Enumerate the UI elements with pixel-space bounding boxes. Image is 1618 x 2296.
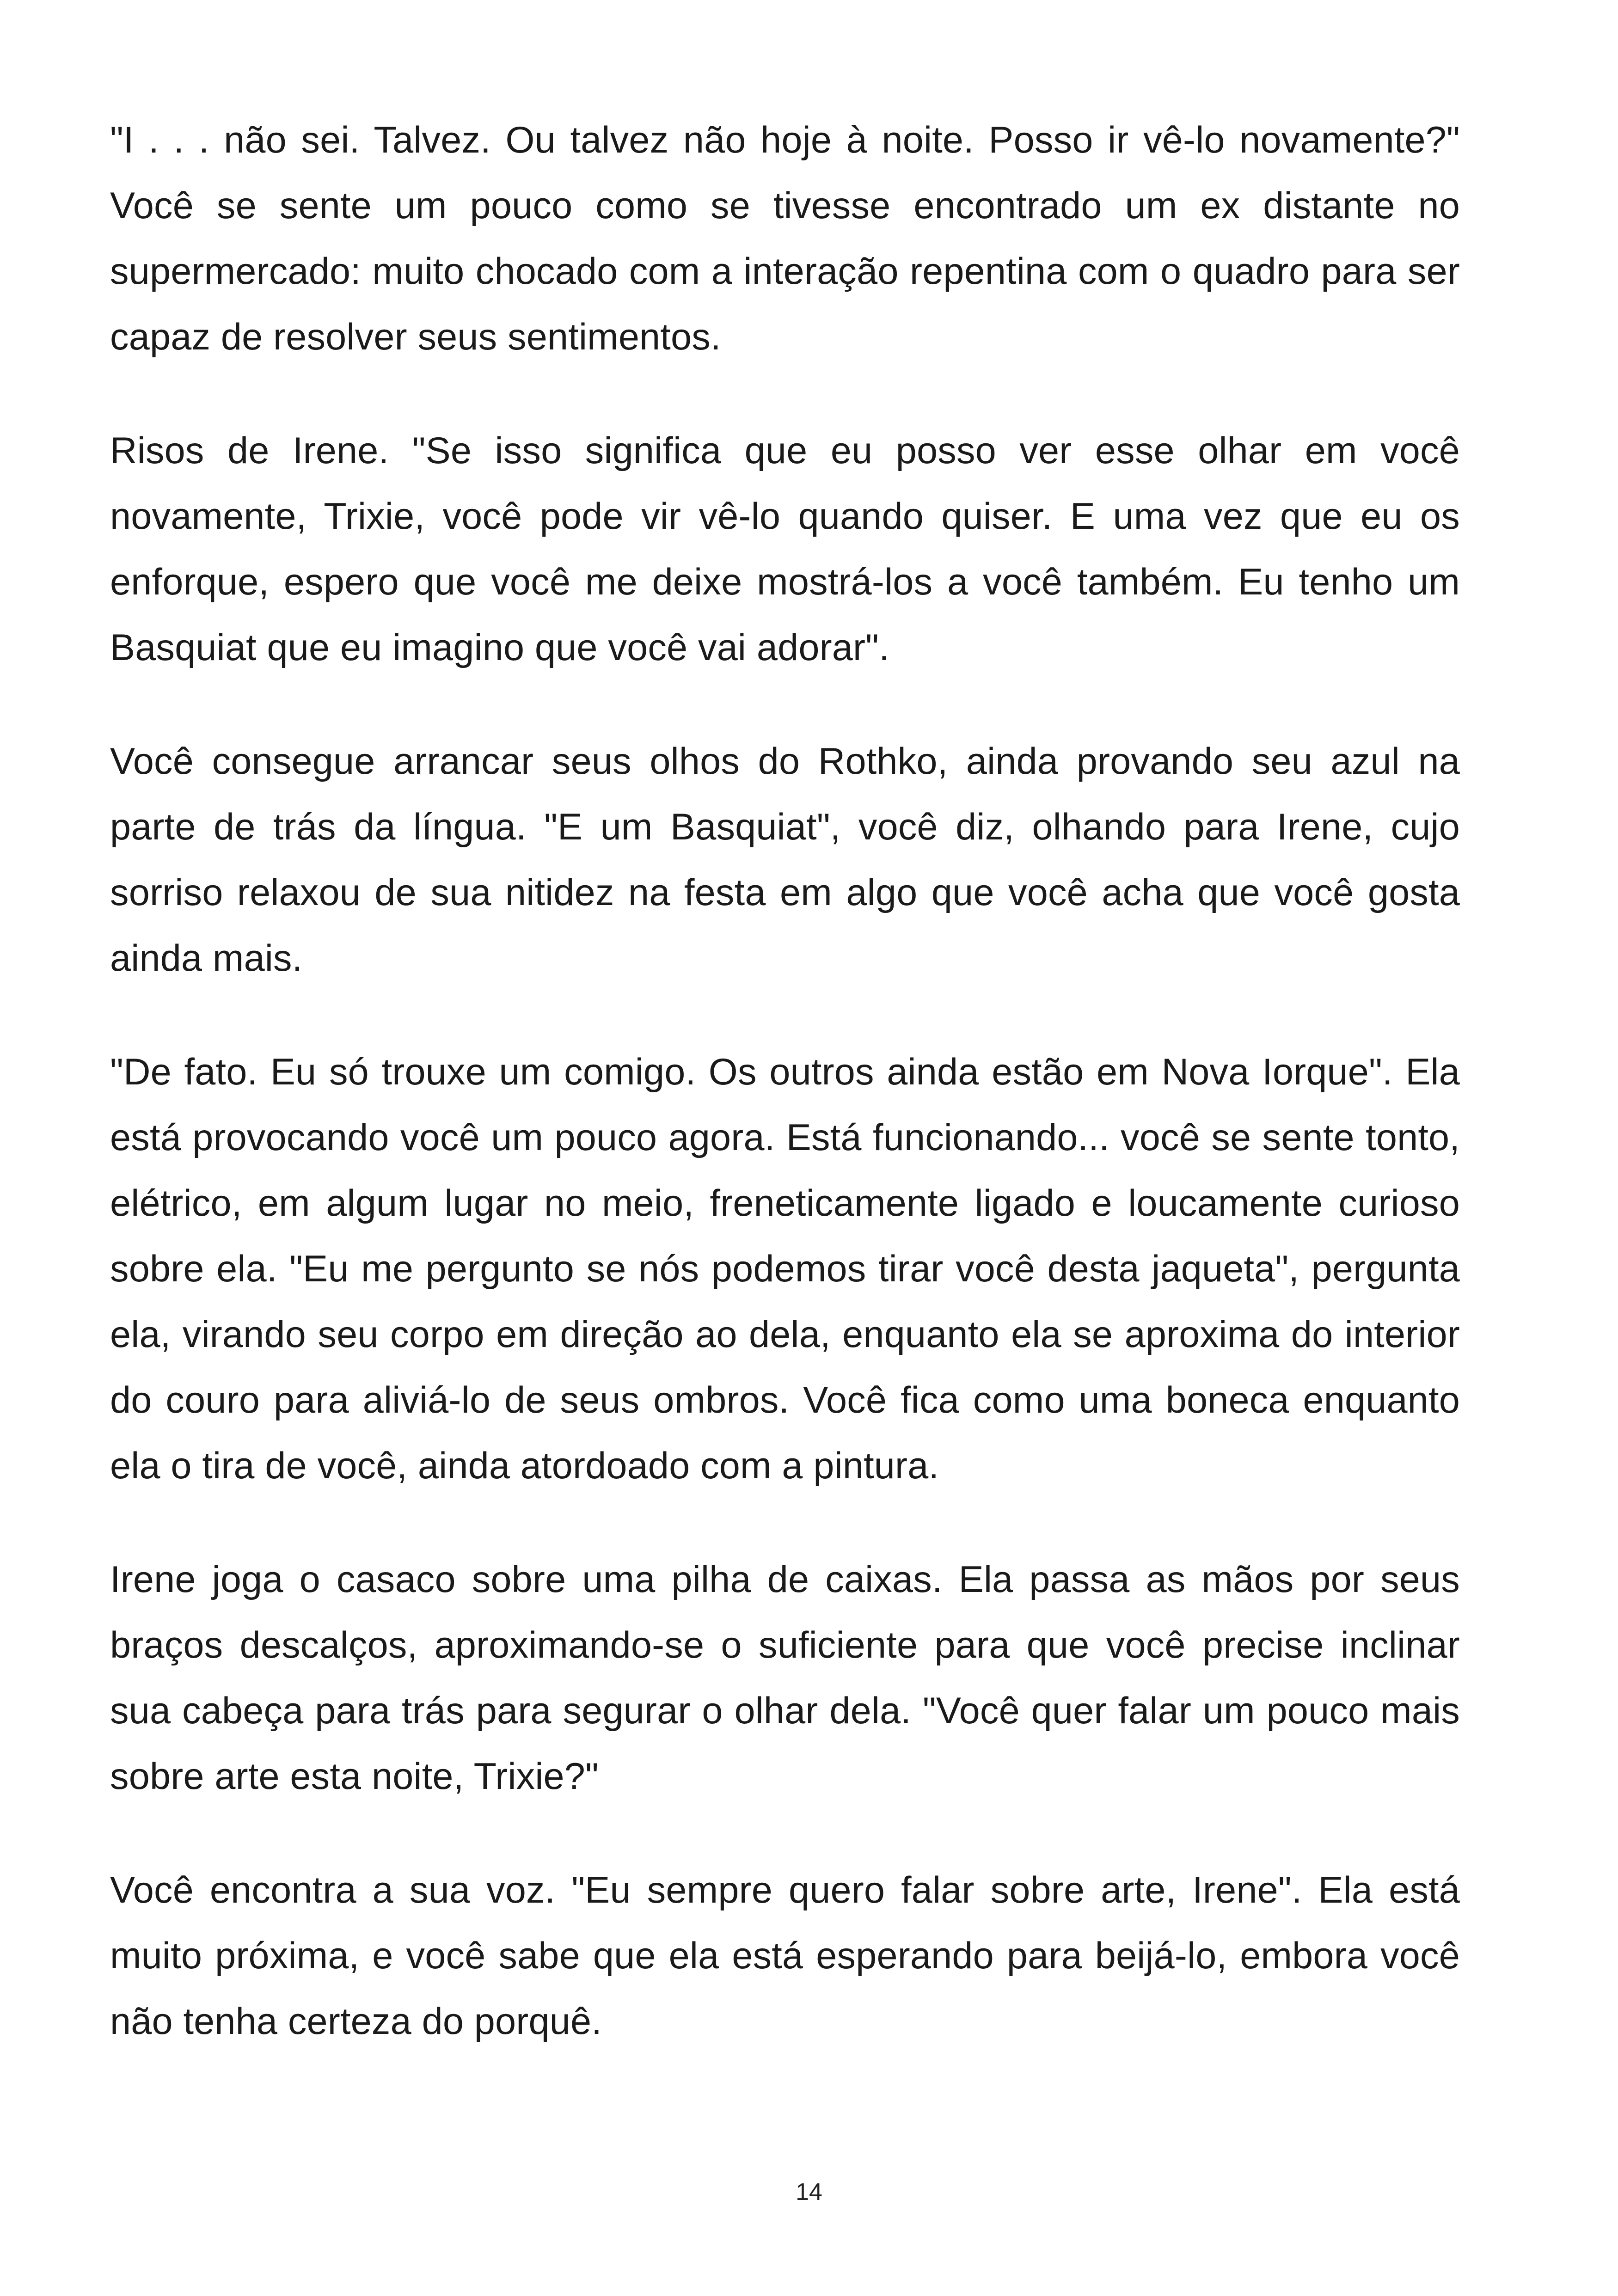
paragraph-1: "I . . . não sei. Talvez. Ou talvez não hoje à noite. Posso ir vê-lo novamente?" Você se sente um pouco como se tivesse encontrado um ex distante no supermercado: muito chocado com a interação repentina com o quadro para ser capaz de resolver seus sentimentos. bbox=[110, 119, 1460, 358]
page-number: 14 bbox=[796, 2179, 822, 2205]
paragraph-6: Você encontra a sua voz. "Eu sempre quero falar sobre arte, Irene". Ela está muito próxima, e você sabe que ela está esperando para beijá-lo, embora você não tenha certeza do porquê. bbox=[110, 1869, 1460, 2042]
paragraph-3: Você consegue arrancar seus olhos do Rothko, ainda provando seu azul na parte de trás da língua. "E um Basquiat", você diz, olhando para Irene, cujo sorriso relaxou de sua nitidez na festa em algo que você acha que você gosta ainda mais. bbox=[110, 741, 1460, 979]
paragraph-5: Irene joga o casaco sobre uma pilha de caixas. Ela passa as mãos por seus braços descalços, aproximando-se o suficiente para que você precise inclinar sua cabeça para trás para segurar o olhar dela. "Você quer falar um pouco mais sobre arte esta noite, Trixie?" bbox=[110, 1559, 1460, 1797]
paragraph-2: Risos de Irene. "Se isso significa que eu posso ver esse olhar em você novamente, Trixie, você pode vir vê-lo quando quiser. E uma vez que eu os enforque, espero que você me deixe mostrá-los a você também. Eu tenho um Basquiat que eu imagino que você vai adorar". bbox=[110, 430, 1460, 668]
paragraph-4: "De fato. Eu só trouxe um comigo. Os outros ainda estão em Nova Iorque". Ela está provocando você um pouco agora. Está funcionando... você se sente tonto, elétrico, em algum lugar no meio, freneticamente ligado e loucamente curioso sobre ela. "Eu me pergunto se nós podemos tirar você desta jaqueta", pergunta ela, virando seu corpo em direção ao dela, enquanto ela se aproxima do interior do couro para aliviá-lo de seus ombros. Você fica como uma boneca enquanto ela o tira de você, ainda atordoado com a pintura. bbox=[110, 1051, 1460, 1487]
body-text bbox=[110, 107, 1460, 2102]
